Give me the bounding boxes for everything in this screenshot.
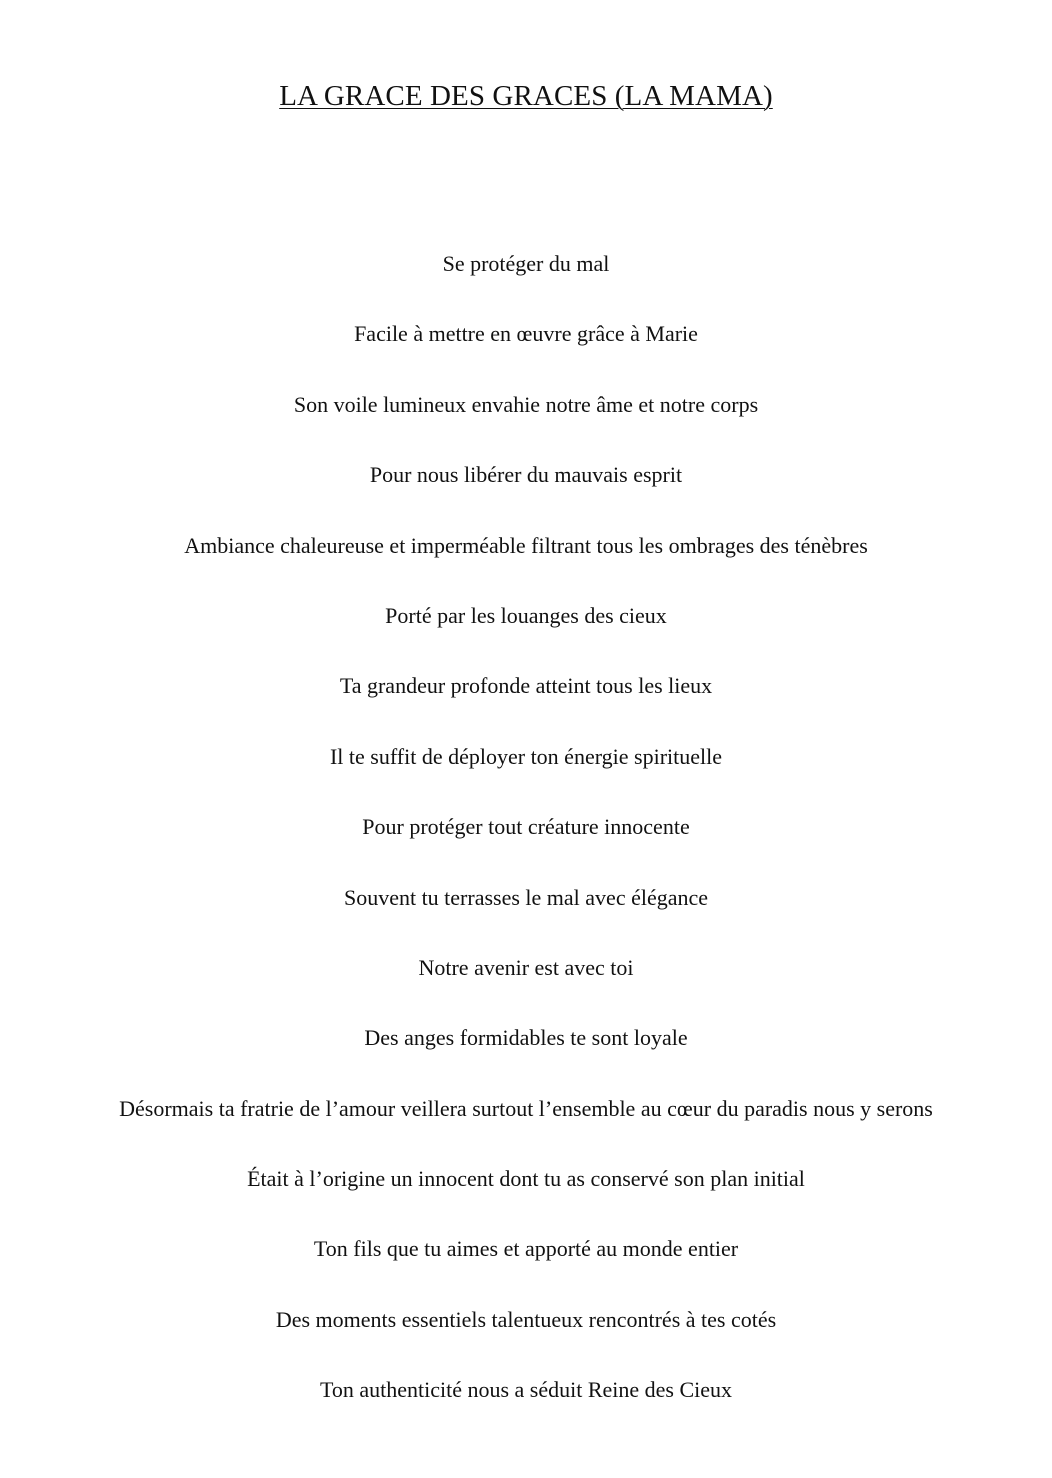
poem-body [0, 249, 1052, 1446]
poem-line: Facile à mettre en œuvre grâce à Marie [354, 321, 698, 347]
poem-line: Ta grandeur profonde atteint tous les lieux [339, 673, 713, 699]
poem-line: Ambiance chaleureuse et imperméable filtrant tous les ombrages des ténèbres [184, 532, 868, 558]
poem-line: Ton authenticité nous a séduit Reine des Cieux [319, 1377, 733, 1403]
poem-line: Souvent tu terrasses le mal avec élégance [343, 884, 709, 910]
poem-title: LA GRACE DES GRACES (LA MAMA) [279, 80, 773, 112]
poem-line: Pour nous libérer du mauvais esprit [369, 462, 683, 488]
poem-line: Il te suffit de déployer ton énergie spirituelle [329, 743, 722, 769]
poem-line: Des moments essentiels talentueux rencontrés à tes cotés [275, 1306, 777, 1332]
poem-line: Était à l’origine un innocent dont tu as conservé son plan initial [247, 1166, 805, 1192]
poem-line: Des anges formidables te sont loyale [364, 1025, 688, 1051]
poem-line: Ton fils que tu aimes et apporté au monde entier [313, 1236, 739, 1262]
poem-line: Son voile lumineux envahie notre âme et notre corps [293, 391, 759, 417]
poem-line: Désormais ta fratrie de l’amour veillera surtout l’ensemble au cœur du paradis nous y serons [119, 1095, 933, 1121]
poem-line: Se protéger du mal [442, 251, 610, 276]
poem-line: Porté par les louanges des cieux [385, 602, 667, 628]
poem-line: Notre avenir est avec toi [418, 954, 634, 980]
poem-line: Pour protéger tout créature innocente [362, 814, 690, 840]
